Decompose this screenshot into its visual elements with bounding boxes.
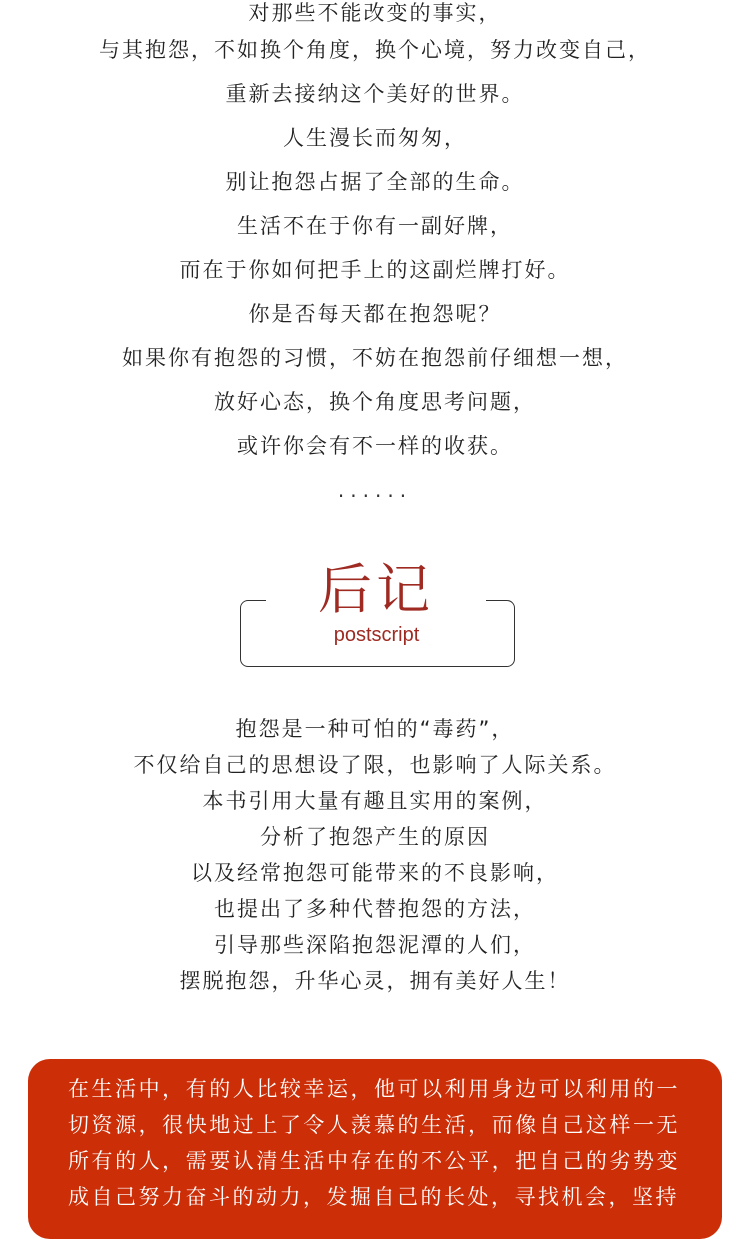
summary-lines (0, 711, 750, 999)
poem-line: 放好心态，换个角度思考问题， (214, 390, 536, 414)
summary-line: 引导那些深陷抱怨泥潭的人们， (214, 933, 536, 957)
summary-line: 摆脱抱怨，升华心灵，拥有美好人生！ (179, 969, 571, 993)
poem-line: 别让抱怨占据了全部的生命。 (225, 170, 525, 194)
ellipsis-divider: ...... (337, 478, 413, 502)
poem-line: 与其抱怨，不如换个角度，换个心境，努力改变自己， (99, 38, 651, 62)
highlight-card (28, 1059, 722, 1239)
summary-line: 不仅给自己的思想设了限，也影响了人际关系。 (133, 753, 617, 777)
summary-line: 本书引用大量有趣且实用的案例， (202, 789, 548, 813)
postscript-title: 后记 (318, 558, 434, 621)
poem-lines (0, 0, 750, 468)
poem-line: 而在于你如何把手上的这副烂牌打好。 (179, 258, 571, 282)
poem-line: 重新去接纳这个美好的世界。 (225, 82, 525, 106)
summary-line: 也提出了多种代替抱怨的方法， (214, 897, 536, 921)
poem-line: 你是否每天都在抱怨呢？ (248, 302, 502, 326)
highlight-card-text: 在生活中，有的人比较幸运，他可以利用身边可以利用的一切资源，很快地过上了令人羡慕的生活，而像自己这样一无所有的人，需要认清生活中存在的不公平，把自己的劣势变成自己努力奋斗的动力，发掘自己的长处，寻找机会，坚持 (68, 1077, 680, 1209)
summary-line: 分析了抱怨产生的原因 (260, 825, 490, 849)
postscript-subtitle: postscript (333, 624, 420, 646)
poem-line: 人生漫长而匆匆， (283, 126, 467, 150)
poem-line: 生活不在于你有一副好牌， (237, 214, 513, 238)
poem-line: 如果你有抱怨的习惯，不妨在抱怨前仔细想一想， (122, 346, 628, 370)
summary-line: 以及经常抱怨可能带来的不良影响， (191, 861, 559, 885)
poem-line: 对那些不能改变的事实， (248, 1, 502, 25)
poem-line: 或许你会有不一样的收获。 (237, 434, 513, 458)
summary-line: 抱怨是一种可怕的“毒药”， (235, 717, 515, 741)
